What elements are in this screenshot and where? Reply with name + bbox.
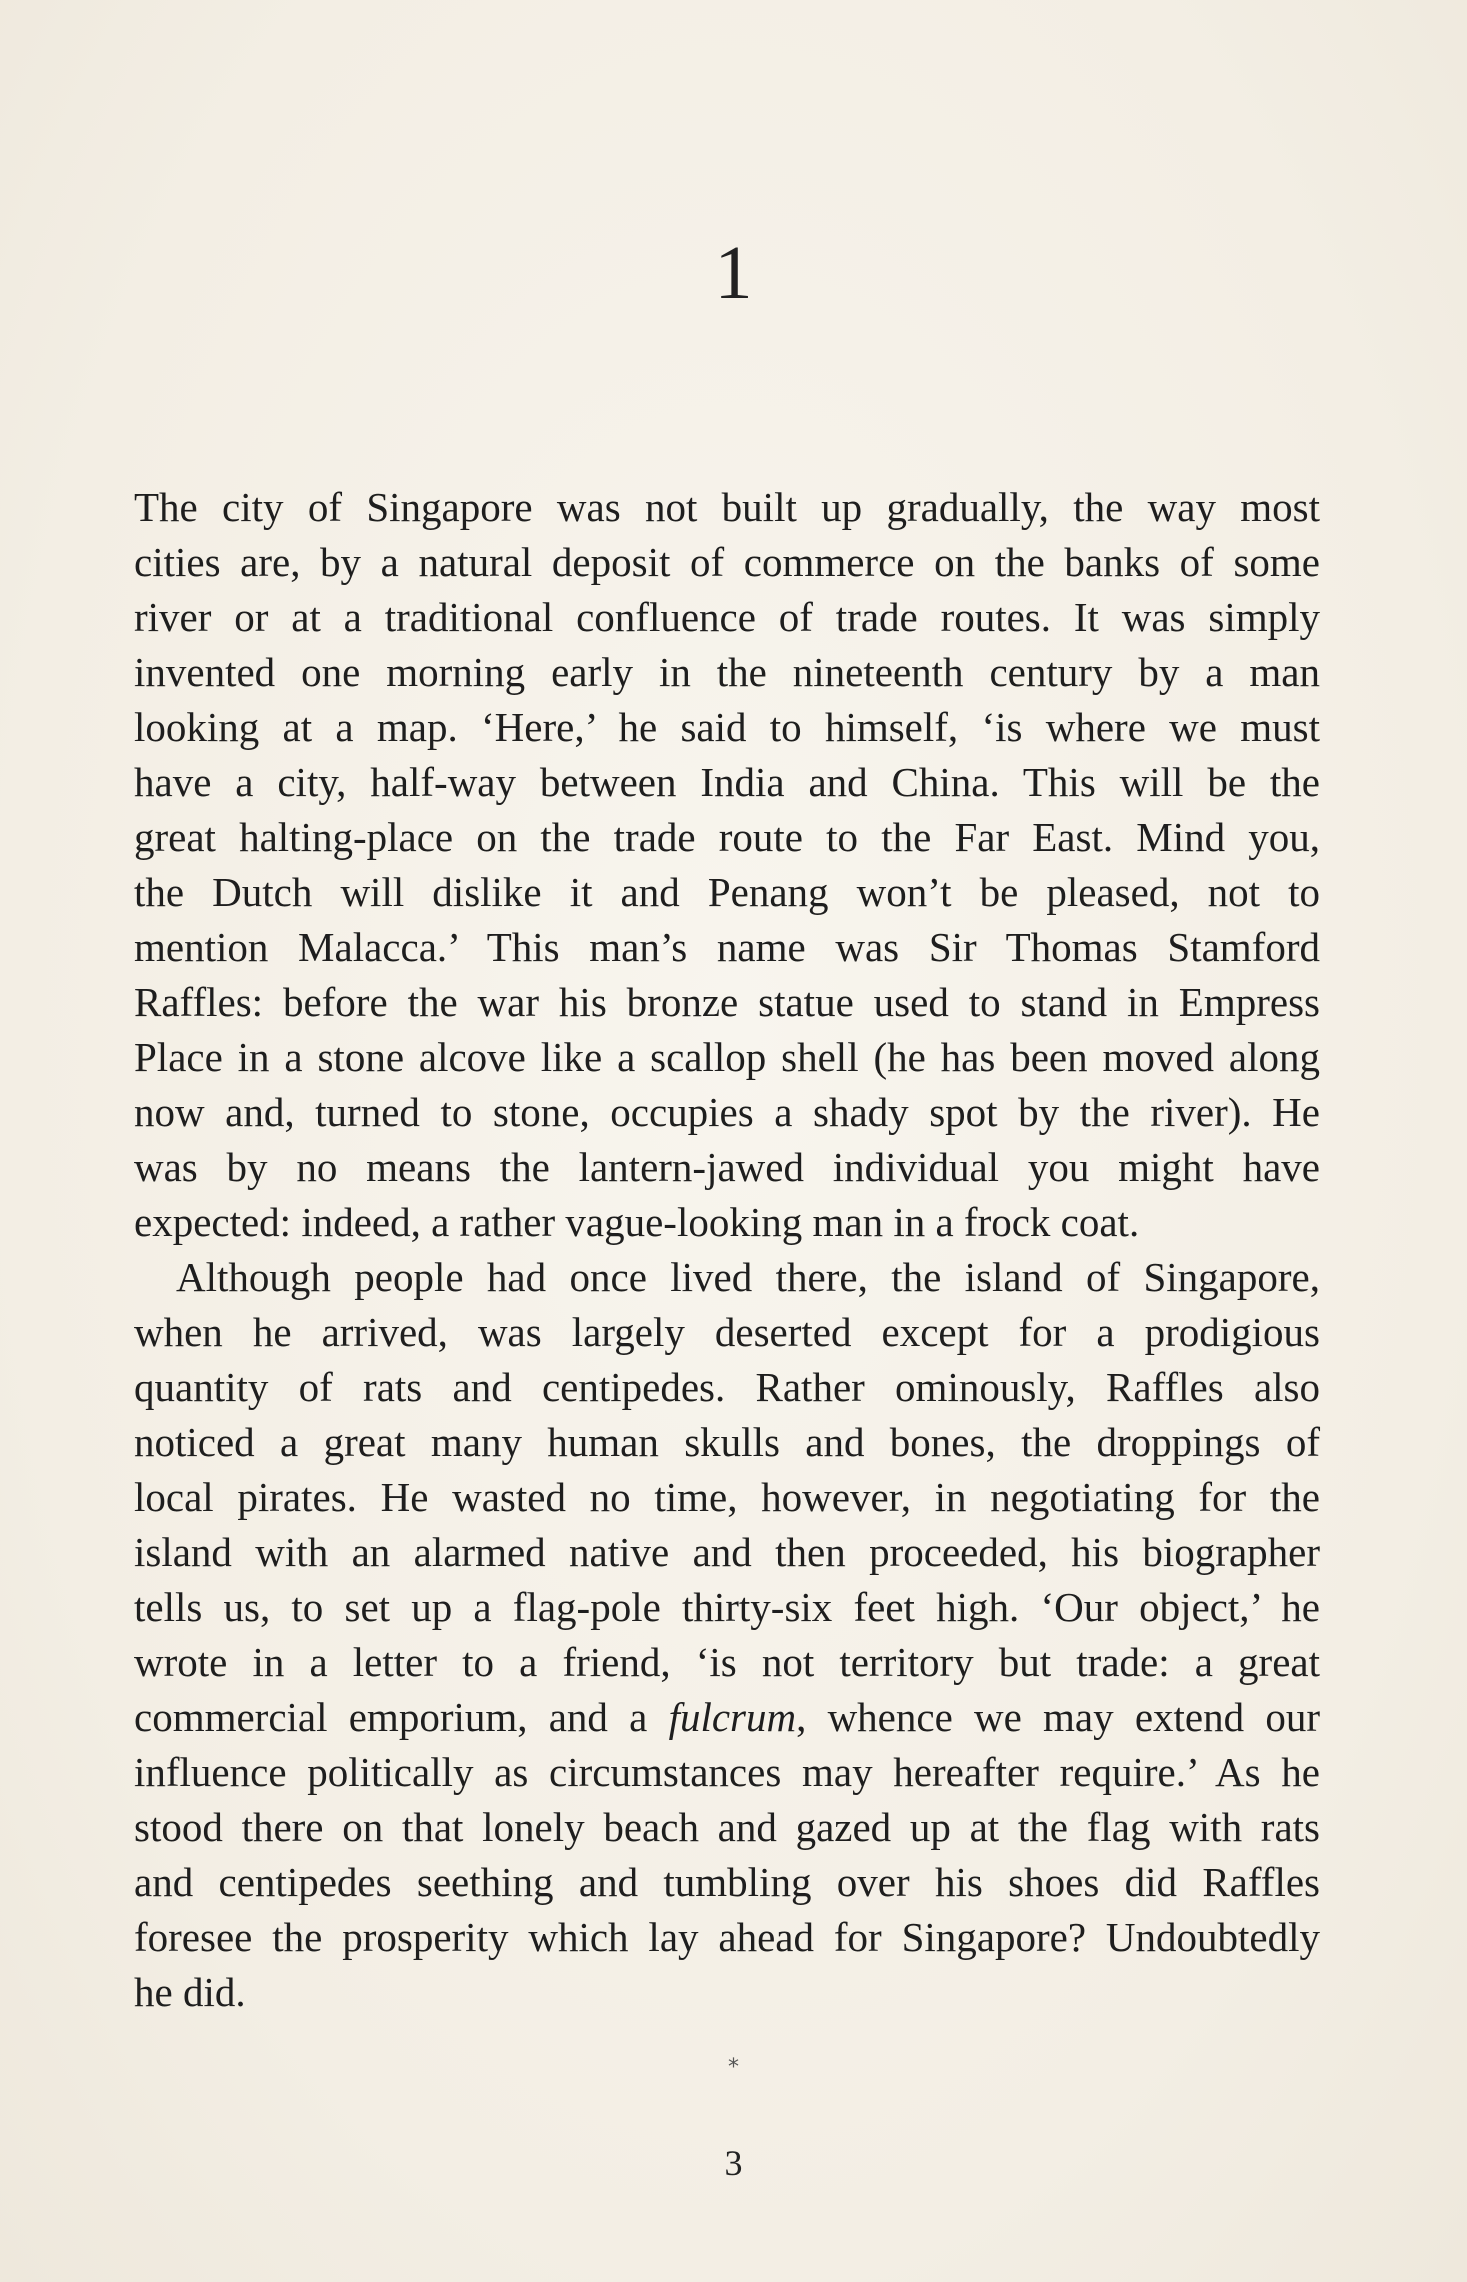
- text-line: cities are, by a natural deposit of commerce on the banks of some: [134, 539, 1320, 585]
- text-line: mention Malacca.’ This man’s name was Sir Thomas Stamford: [134, 924, 1320, 970]
- text-line: foresee the prosperity which lay ahead for Singapore? Undoubtedly: [134, 1914, 1320, 1960]
- text-line: was by no means the lantern-jawed individual you might have: [134, 1144, 1320, 1190]
- text-line: and centipedes seething and tumbling over his shoes did Raffles: [134, 1859, 1320, 1905]
- text-line: river or at a traditional confluence of trade routes. It was simply: [134, 594, 1320, 640]
- text-segment: commercial emporium, and a: [134, 1694, 648, 1740]
- text-line: Raffles: before the war his bronze statue used to stand in Empress: [134, 979, 1320, 1025]
- text-line: The city of Singapore was not built up gradually, the way most: [134, 484, 1320, 530]
- italic-word: fulcrum: [668, 1694, 797, 1740]
- body-text: [134, 480, 1320, 2020]
- page-number: 3: [724, 2143, 743, 2183]
- chapter-number: 1: [714, 231, 753, 315]
- text-line: stood there on that lonely beach and gazed up at the flag with rats: [134, 1804, 1320, 1850]
- text-line: invented one morning early in the nineteenth century by a man: [134, 649, 1320, 695]
- text-line: great halting-place on the trade route to the Far East. Mind you,: [134, 814, 1320, 860]
- text-line: influence politically as circumstances may hereafter require.’ As he: [134, 1749, 1320, 1795]
- text-line: Although people had once lived there, the island of Singapore,: [176, 1254, 1320, 1300]
- text-line: wrote in a letter to a friend, ‘is not territory but trade: a great: [134, 1639, 1320, 1685]
- text-line: tells us, to set up a flag-pole thirty-six feet high. ‘Our object,’ he: [134, 1584, 1320, 1630]
- text-line: noticed a great many human skulls and bones, the droppings of: [134, 1419, 1320, 1465]
- text-line: expected: indeed, a rather vague-looking man in a frock coat.: [134, 1199, 1140, 1245]
- text-line: local pirates. He wasted no time, however, in negotiating for the: [134, 1474, 1320, 1520]
- text-line: looking at a map. ‘Here,’ he said to himself, ‘is where we must: [134, 704, 1320, 750]
- text-line: island with an alarmed native and then proceeded, his biographer: [134, 1529, 1320, 1575]
- text-line: quantity of rats and centipedes. Rather ominously, Raffles also: [134, 1364, 1320, 1410]
- section-break: *: [728, 2055, 739, 2080]
- text-line: Place in a stone alcove like a scallop shell (he has been moved along: [134, 1034, 1320, 1080]
- text-line: have a city, half-way between India and China. This will be the: [134, 759, 1320, 805]
- text-line: the Dutch will dislike it and Penang won’t be pleased, not to: [134, 869, 1320, 915]
- text-line: when he arrived, was largely deserted except for a prodigious: [134, 1309, 1320, 1355]
- text-line: now and, turned to stone, occupies a shady spot by the river). He: [134, 1089, 1320, 1135]
- text-line: he did.: [134, 1969, 246, 2015]
- text-segment: , whence we may extend our: [796, 1694, 1320, 1740]
- text-line-mixed: [134, 1690, 1320, 1745]
